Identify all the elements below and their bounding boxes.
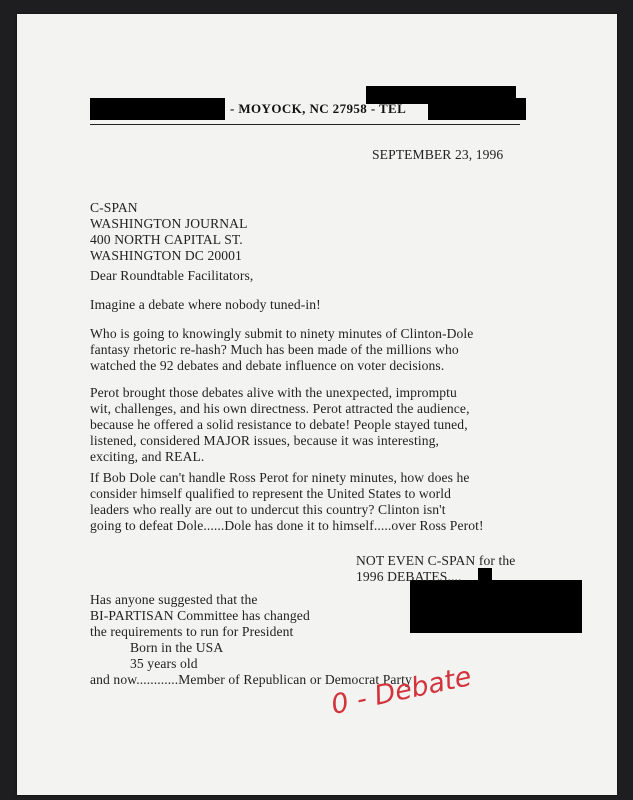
paragraph-line: Imagine a debate where nobody tuned-in! bbox=[90, 297, 321, 312]
redaction-signature bbox=[410, 580, 582, 633]
paragraph-4 bbox=[90, 470, 484, 534]
salutation: Dear Roundtable Facilitators, bbox=[90, 268, 254, 283]
recipient-line: C-SPAN bbox=[90, 200, 138, 215]
recipient-line: WASHINGTON DC 20001 bbox=[90, 248, 242, 263]
paragraph-line: consider himself qualified to represent the United States to world bbox=[90, 486, 452, 501]
paragraph-line: leaders who really are out to undercut this country? Clinton isn't bbox=[90, 502, 446, 517]
paragraph-line: because he offered a solid resistance to debate! People stayed tuned, bbox=[90, 417, 468, 432]
letterhead-address: - MOYOCK, NC 27958 - TEL bbox=[230, 101, 407, 116]
paragraph-line: Perot brought those debates alive with the unexpected, impromptu bbox=[90, 385, 457, 400]
redaction-name bbox=[90, 98, 225, 120]
postscript-line: BI-PARTISAN Committee has changed bbox=[90, 608, 310, 623]
paragraph-line: Who is going to knowingly submit to ninety minutes of Clinton-Dole bbox=[90, 326, 474, 341]
requirements-list bbox=[130, 640, 223, 672]
postscript-line: the requirements to run for President bbox=[90, 624, 294, 639]
recipient-block bbox=[90, 200, 248, 264]
paragraph-line: watched the 92 debates and debate influence on voter decisions. bbox=[90, 358, 445, 373]
letter-date: SEPTEMBER 23, 1996 bbox=[372, 147, 504, 162]
redaction-phone bbox=[428, 98, 526, 120]
postscript-line: Has anyone suggested that the bbox=[90, 592, 258, 607]
paragraph-line: If Bob Dole can't handle Ross Perot for ninety minutes, how does he bbox=[90, 470, 470, 485]
requirement-item: Born in the USA bbox=[130, 640, 224, 655]
letterhead-rule bbox=[90, 124, 520, 125]
paragraph-line: going to defeat Dole......Dole has done it to himself.....over Ross Perot! bbox=[90, 518, 484, 533]
closing-line: NOT EVEN C-SPAN for the bbox=[356, 553, 516, 568]
paragraph-line: exciting, and REAL. bbox=[90, 449, 205, 464]
recipient-line: 400 NORTH CAPITAL ST. bbox=[90, 232, 243, 247]
paragraph-1 bbox=[90, 297, 321, 313]
final-line: and now............Member of Republican or Democrat Party bbox=[90, 672, 412, 687]
paragraph-3 bbox=[90, 385, 470, 465]
recipient-line: WASHINGTON JOURNAL bbox=[90, 216, 248, 231]
closing-block bbox=[356, 553, 515, 585]
closing-line: 1996 DEBATES.... bbox=[356, 569, 462, 584]
paragraph-2 bbox=[90, 326, 473, 374]
postscript-block bbox=[90, 592, 310, 640]
paragraph-line: listened, considered MAJOR issues, because it was interesting, bbox=[90, 433, 439, 448]
handwritten-annotation: 0 - Debate bbox=[328, 661, 475, 721]
requirement-item: 35 years old bbox=[130, 656, 198, 671]
paragraph-line: wit, challenges, and his own directness. Perot attracted the audience, bbox=[90, 401, 470, 416]
paragraph-line: fantasy rhetoric re-hash? Much has been made of the millions who bbox=[90, 342, 459, 357]
